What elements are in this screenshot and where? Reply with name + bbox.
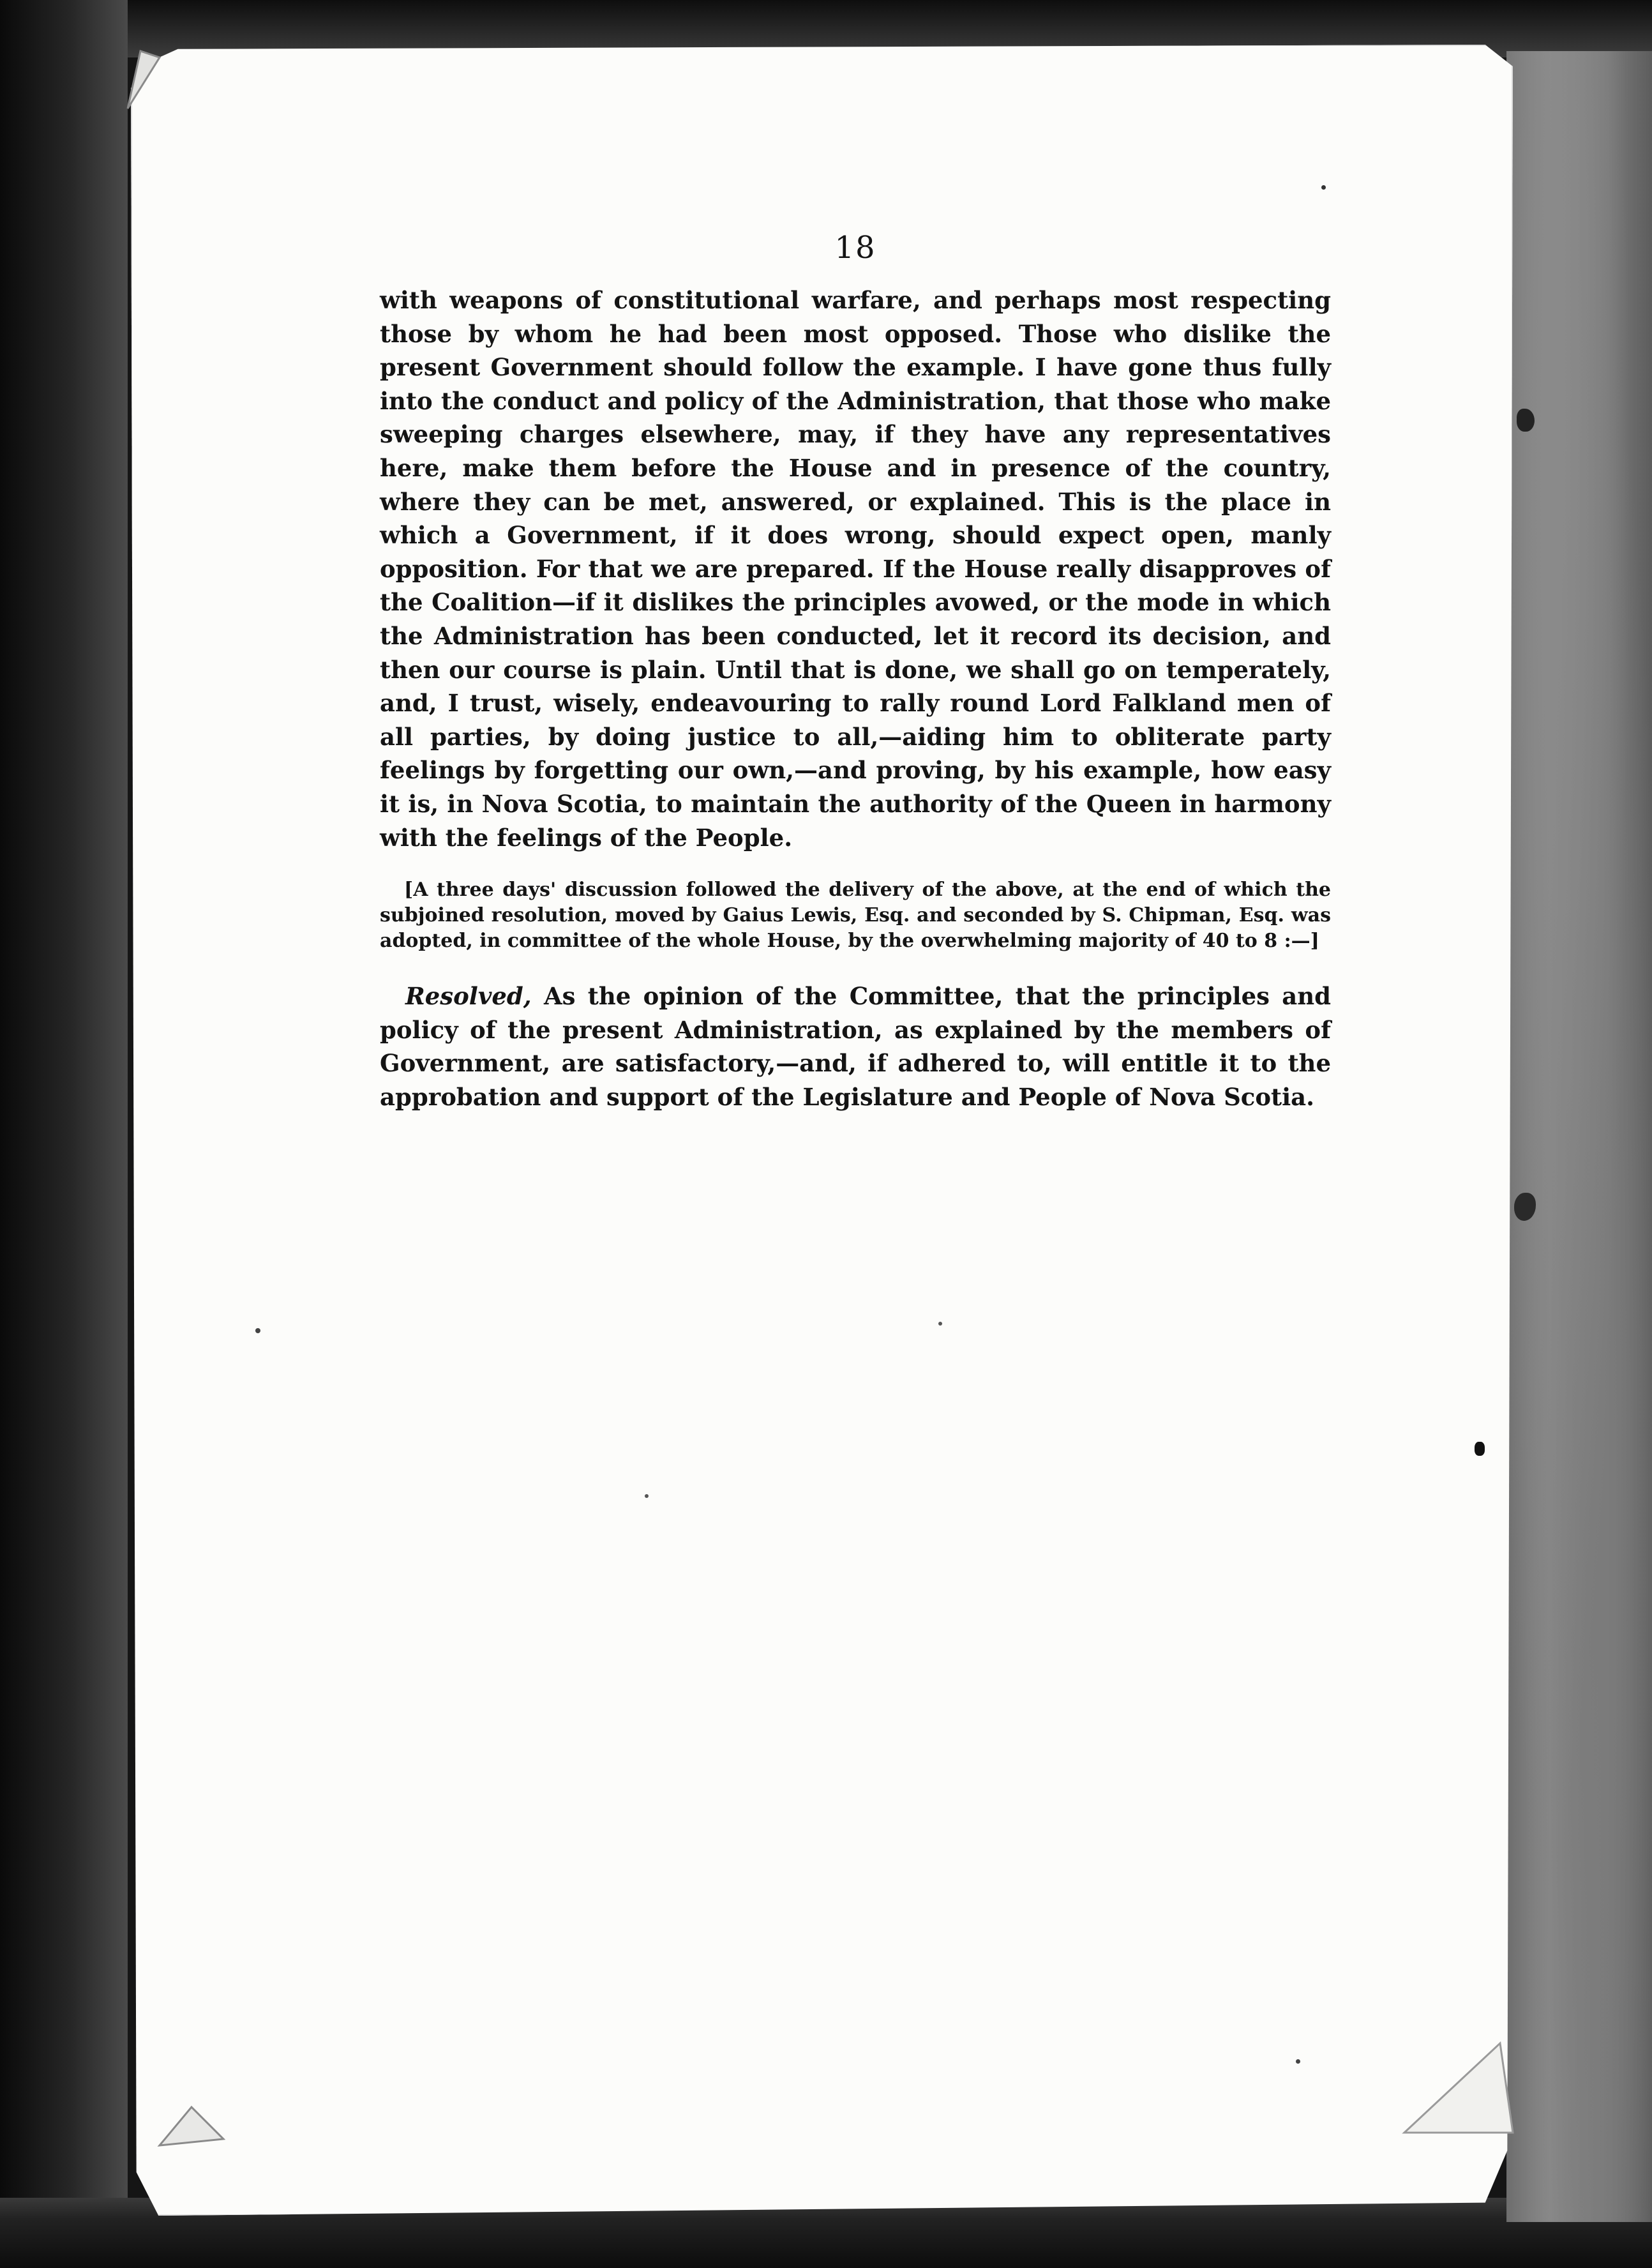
folded-corner (121, 45, 166, 115)
resolution-paragraph (380, 979, 1331, 1114)
folded-corner (1398, 2037, 1519, 2145)
resolution-lead: Resolved, (405, 982, 532, 1011)
scan-border-left (0, 0, 128, 2268)
scan-speck (1296, 2059, 1300, 2064)
page-text-block (380, 230, 1331, 1114)
folded-corner (153, 2101, 230, 2158)
body-paragraph: with weapons of constitutional warfare, and perhaps most respecting those by whom he had been most opposed. Those who dislike the present Government should follow the example. I have gone thus fully into the conduct and policy of the Administration, that those who make sweeping charges elsewhere, may, if they have any representatives here, make them before the House and in presence of the country, where they can be met, answered, or explained. This is the place in which a Government, if it does wrong, should expect open, manly opposition. For that we are prepared. If the House really disapproves of the Coalition—if it dislikes the principles avowed, or the mode in which the Administration has been conducted, let it record its decision, and then our course is plain. Until that is done, we shall go on temperately, and, I trust, wisely, endeavouring to rally round Lord Falkland men of all parties, by doing justice to all,—aiding him to obliterate party feelings by forgetting our own,—and proving, by his example, how easy it is, in Nova Scotia, to maintain the authority of the Queen in harmony with the feelings of the People. (380, 286, 1331, 852)
page-number: 18 (834, 230, 876, 266)
facing-page-edge (1506, 51, 1652, 2222)
editorial-note: [A three days' discussion followed the delivery of the above, at the end of which the subjoined resolution, moved by Gaius Lewis, Esq. and seconded by S. Chipman, Esq. was adopted, in committee of the whole House, by the overwhelming majority of 40 to 8 :—] (380, 879, 1331, 953)
scan-speck (1517, 409, 1535, 432)
scan-speck (645, 1494, 649, 1498)
scan-speck (938, 1322, 942, 1326)
scan-speck (1321, 185, 1326, 190)
scan-speck (1475, 1442, 1485, 1456)
scan-speck (255, 1328, 260, 1333)
resolution-text: As the opinion of the Committee, that the principles and policy of the present Administration, as explained by the members of Government, are satisfactory,—and, if adhered to, will entitle it to the approbation and support of the Legislature and People of Nova Scotia. (380, 982, 1331, 1111)
